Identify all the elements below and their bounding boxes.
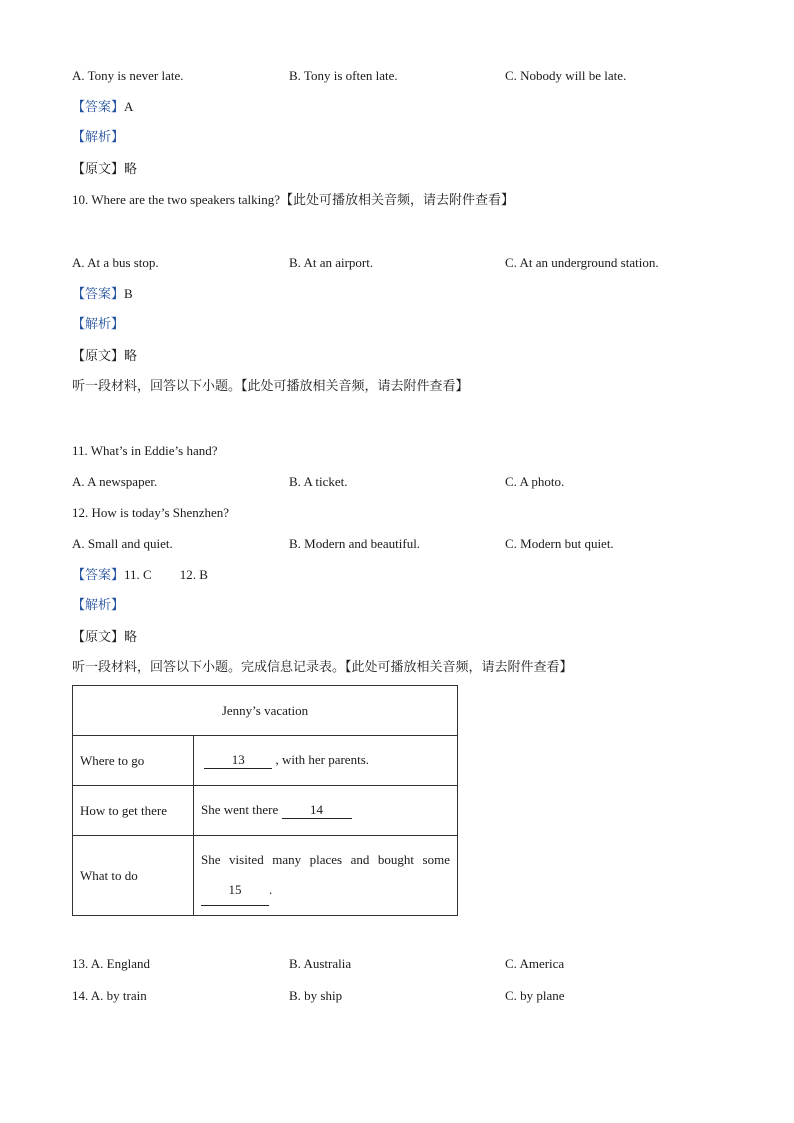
q11-option-a: A. A newspaper. xyxy=(72,474,158,489)
q9-option-b: B. Tony is often late. xyxy=(289,68,398,83)
original-value: 略 xyxy=(124,630,138,645)
q11-12-answer xyxy=(72,566,208,585)
answer-value: B xyxy=(124,286,133,301)
q10-answer xyxy=(72,285,133,304)
table-row xyxy=(73,686,458,736)
q10-original xyxy=(72,347,137,366)
row-content xyxy=(194,736,458,786)
row-content xyxy=(194,836,458,916)
q11-option-b: B. A ticket. xyxy=(289,474,348,489)
q11-12-analysis: 【解析】 xyxy=(72,598,125,613)
section-11-12-instruction xyxy=(72,378,469,396)
answer-value: A xyxy=(124,99,134,114)
audio-note-link[interactable]: 【此处可播放相关音频，请去附件查看】 xyxy=(280,193,515,208)
answer-tag: 【答案】 xyxy=(72,100,125,115)
original-tag: 【原文】 xyxy=(72,349,125,364)
table-title: Jenny’s vacation xyxy=(73,686,458,736)
vacation-record-table xyxy=(72,685,458,916)
q10-question-text: 10. Where are the two speakers talking? xyxy=(72,192,281,207)
q9-answer xyxy=(72,98,133,117)
audio-note-link[interactable]: 【此处可播放相关音频，请去附件查看】 xyxy=(345,660,573,675)
answer-tag: 【答案】 xyxy=(72,568,125,583)
row-text-after: , with her parents. xyxy=(272,752,370,767)
q9-original xyxy=(72,160,137,179)
row-label: What to do xyxy=(73,836,194,916)
q11-12-original xyxy=(72,628,137,647)
q12-option-a: A. Small and quiet. xyxy=(72,536,173,551)
original-value: 略 xyxy=(124,349,138,364)
row-text-before: She went there xyxy=(201,802,282,817)
table-row xyxy=(73,836,458,916)
q10-option-b: B. At an airport. xyxy=(289,255,374,270)
table-row xyxy=(73,736,458,786)
q10-analysis: 【解析】 xyxy=(72,317,125,332)
table-row xyxy=(73,786,458,836)
q9-analysis: 【解析】 xyxy=(72,130,125,145)
q13-option-b: B. Australia xyxy=(289,956,352,971)
row-text-line1: She visited many places and bought some xyxy=(201,852,450,867)
audio-note-link[interactable]: 【此处可播放相关音频，请去附件查看】 xyxy=(241,379,469,394)
q10-option-a: A. At a bus stop. xyxy=(72,255,159,270)
q14-option-c: C. by plane xyxy=(505,988,565,1003)
q12-option-b: B. Modern and beautiful. xyxy=(289,536,421,551)
original-value: 略 xyxy=(124,162,138,177)
q9-options xyxy=(0,67,794,85)
q14-options xyxy=(0,987,794,1005)
instruction-text: 听一段材料，回答以下小题。完成信息记录表。 xyxy=(72,660,346,675)
section-13-15-instruction xyxy=(72,659,573,677)
q13-options xyxy=(0,955,794,973)
q14-option-b: B. by ship xyxy=(289,988,343,1003)
q14-option-a: 14. A. by train xyxy=(72,988,147,1003)
original-tag: 【原文】 xyxy=(72,162,125,177)
row-label: Where to go xyxy=(73,736,194,786)
answer-blank-13: 13 xyxy=(204,752,272,769)
answer-blank-15: 15 xyxy=(201,875,269,906)
q9-option-a: A. Tony is never late. xyxy=(72,68,184,83)
answer-value-12: 12. B xyxy=(179,567,208,582)
q12-options xyxy=(0,535,794,553)
answer-tag: 【答案】 xyxy=(72,287,125,302)
original-tag: 【原文】 xyxy=(72,630,125,645)
q12-question: 12. How is today’s Shenzhen? xyxy=(72,505,230,520)
answer-value-11: 11. C xyxy=(124,567,152,582)
row-text-after: . xyxy=(269,882,273,897)
row-content xyxy=(194,786,458,836)
q11-question: 11. What’s in Eddie’s hand? xyxy=(72,443,218,458)
answer-blank-14: 14 xyxy=(282,802,352,819)
q11-option-c: C. A photo. xyxy=(505,474,565,489)
q10-question xyxy=(72,191,514,210)
instruction-text: 听一段材料，回答以下小题。 xyxy=(72,379,242,394)
row-label: How to get there xyxy=(73,786,194,836)
q11-options xyxy=(0,473,794,491)
q9-option-c: C. Nobody will be late. xyxy=(505,68,627,83)
q10-option-c: C. At an underground station. xyxy=(505,255,659,270)
q13-option-c: C. America xyxy=(505,956,565,971)
q13-option-a: 13. A. England xyxy=(72,956,150,971)
q12-option-c: C. Modern but quiet. xyxy=(505,536,614,551)
q10-options xyxy=(0,254,794,272)
